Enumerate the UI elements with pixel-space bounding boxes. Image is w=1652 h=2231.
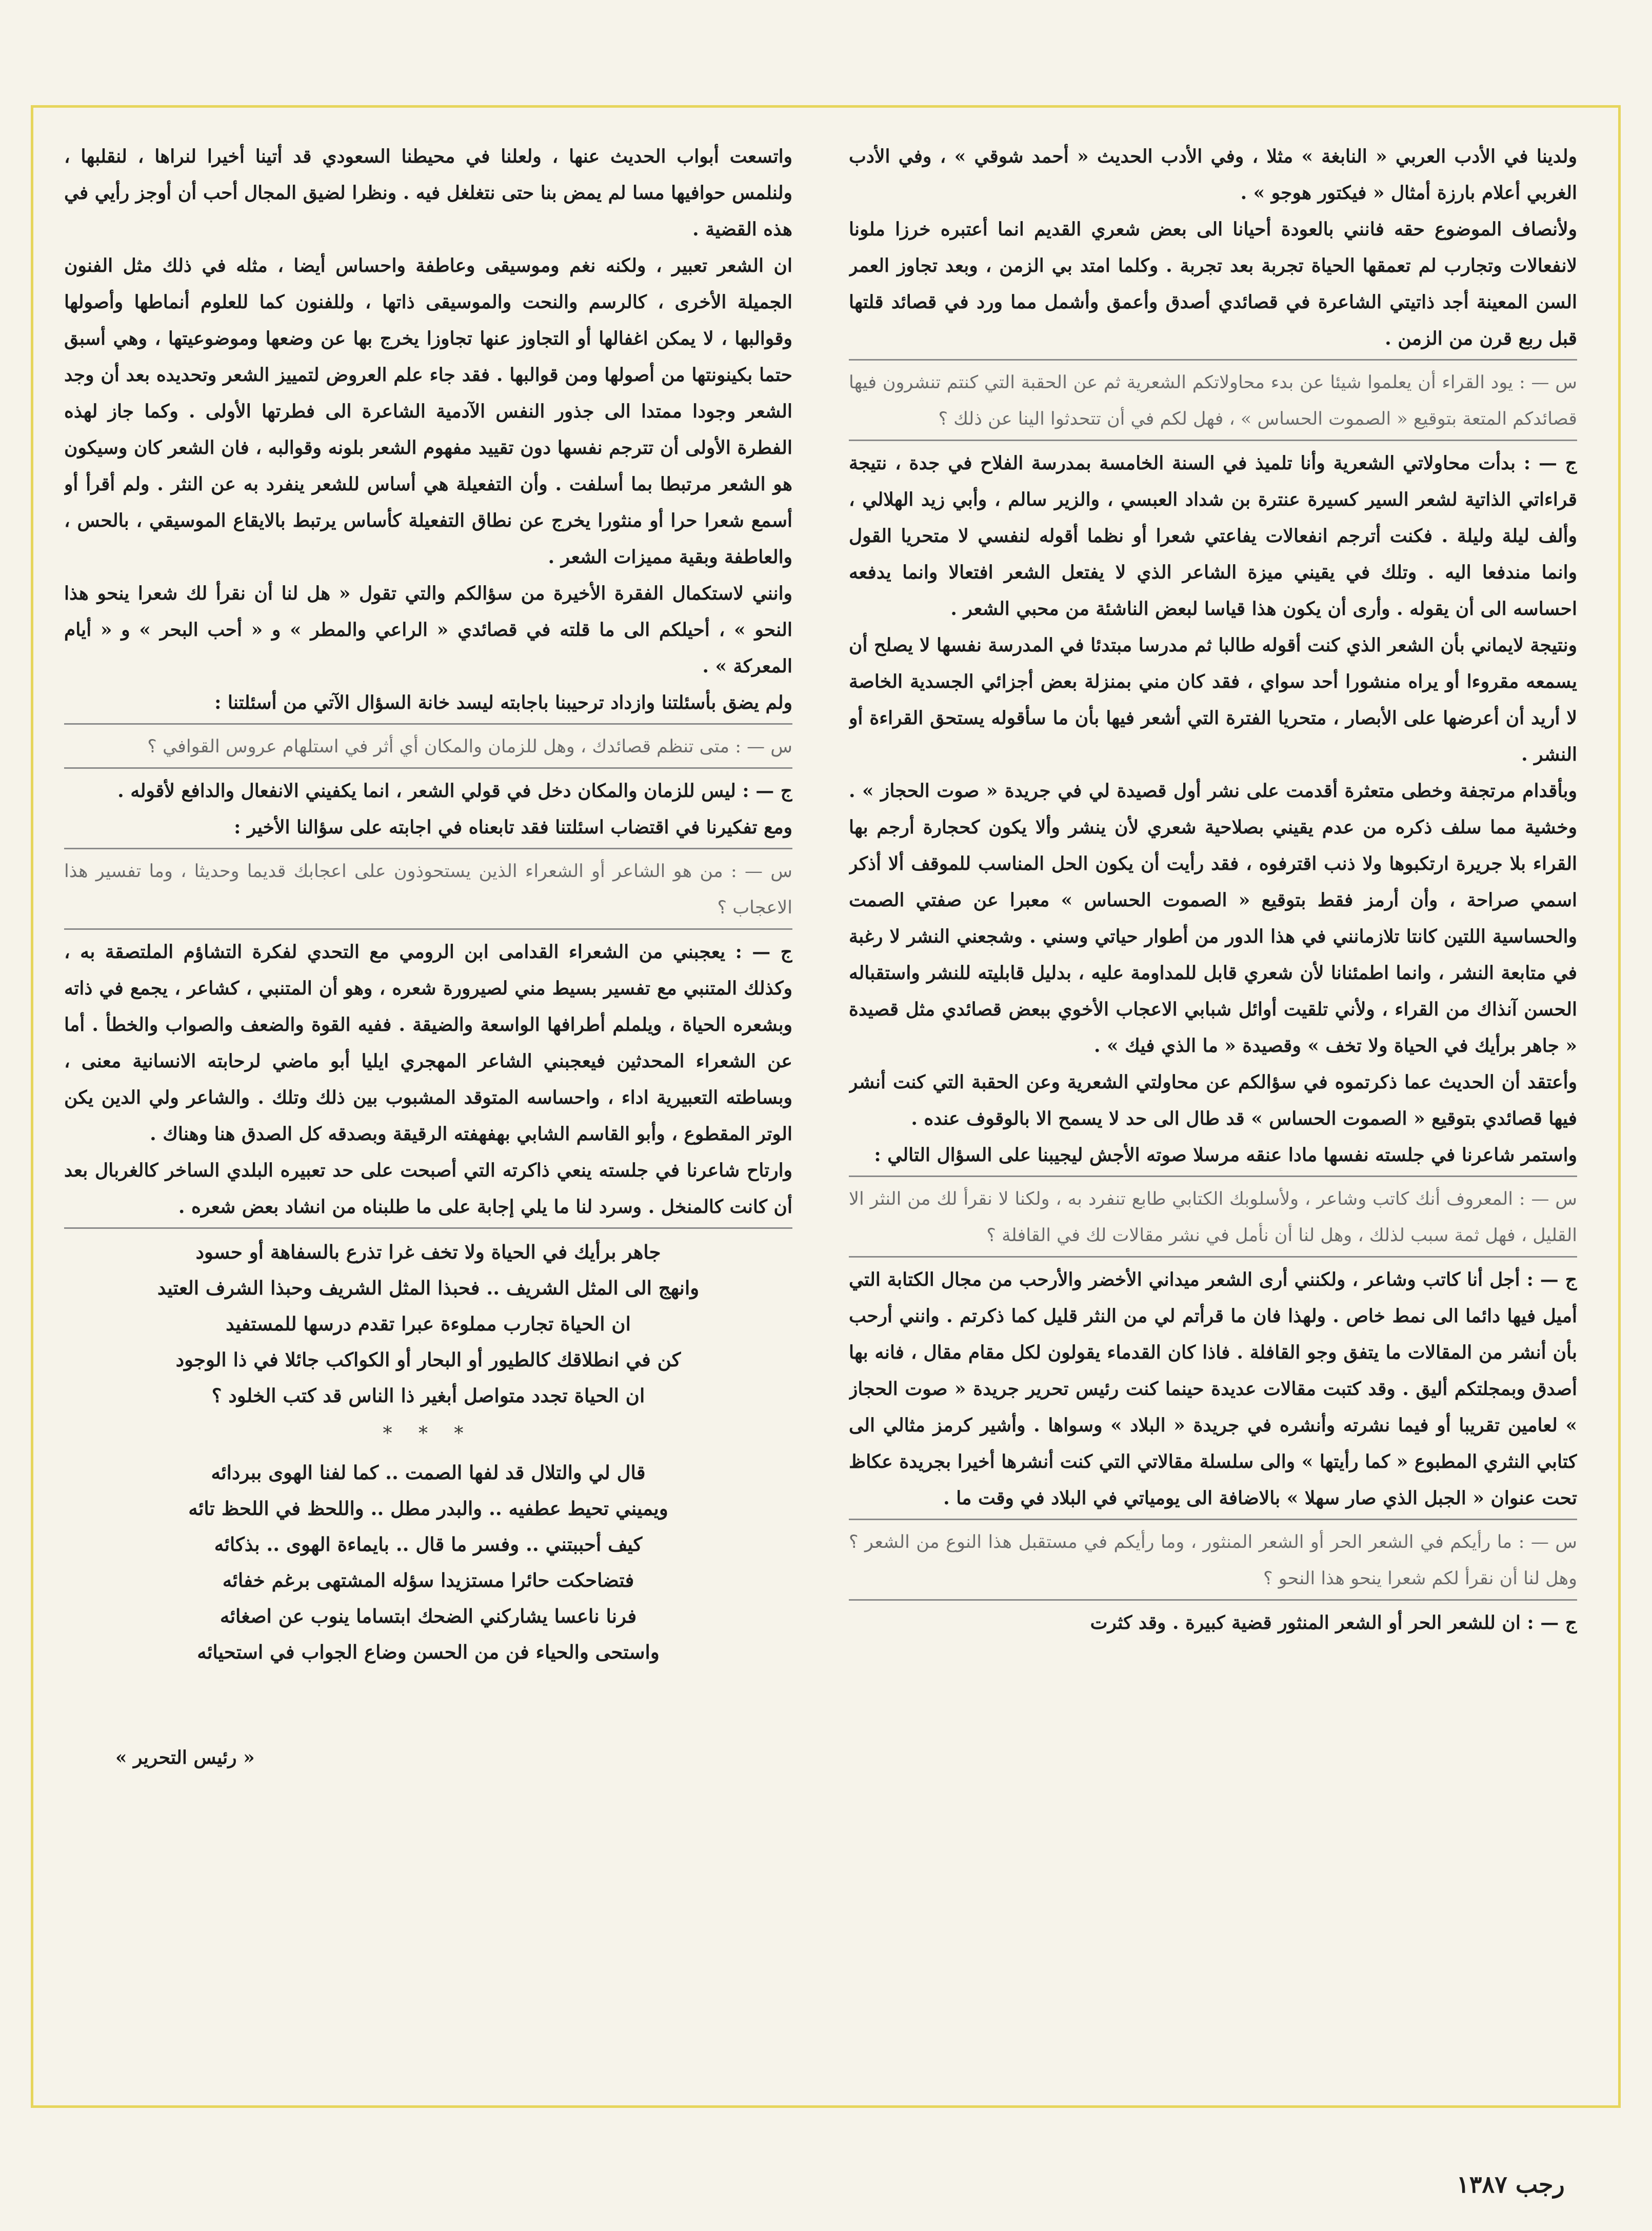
paragraph: ونتيجة لايماني بأن الشعر الذي كنت أقوله طالبا ثم مدرسا مبتدئا في المدرسة نفسها لا يصلح أن يسمعه مقروءا أو يراه منشورا أحد سواي ، فقد كان مني بمنزلة بعض أجزائي الجسدية الخاصة لا أريد أن أعرضها على الأبصار ، متحريا الفترة التي أشعر فيها بأن ما سأقوله يستحق القراءة أو النشر . <box>849 634 1577 765</box>
answer: ج — : ليس للزمان والمكان دخل في قولي الشعر ، انما يكفيني الانفعال والدافع لأقوله . <box>117 780 792 802</box>
poem-line: قال لي والتلال قد لفها الصمت .. كما لفنا الهوى ببردائه <box>211 1461 646 1484</box>
question: س — : متى تنظم قصائدك ، وهل للزمان والمكان أي أثر في استلهام عروس القوافي ؟ <box>147 736 792 757</box>
divider <box>64 928 792 930</box>
poem-line: ويميني تحيط عطفيه .. والبدر مطل .. واللحظ في اللحظ تائه <box>188 1497 668 1520</box>
paragraph: ومع تفكيرنا في اقتضاب اسئلتنا فقد تابعناه في اجابته على سؤالنا الأخير : <box>234 816 792 838</box>
poem-line: ان الحياة تجارب مملوءة عبرا تقدم درسها للمستفيد <box>226 1312 631 1335</box>
paragraph: ولدينا في الأدب العربي « النابغة » مثلا ، وفي الأدب الحديث « أحمد شوقي » ، وفي الأدب الغربي أعلام بارزة أمثال « فيكتور هوجو » . <box>849 146 1577 204</box>
poem-line: جاهر برأيك في الحياة ولا تخف غرا تذرع بالسفاهة أو حسود <box>195 1241 661 1263</box>
paragraph: ولم يضق بأسئلتنا وازداد ترحيبنا باجابته ليسد خانة السؤال الآتي من أسئلتنا : <box>214 692 792 713</box>
poem-qal-li <box>64 1455 792 1670</box>
question: س — : يود القراء أن يعلموا شيئا عن بدء محاولاتكم الشعرية ثم عن الحقبة التي كنتم تنشرون فيها قصائدكم المتعة بتوقيع « الصموت الحساس » ، فهل لكم في أن تتحدثوا الينا عن ذلك ؟ <box>849 372 1577 429</box>
left-column <box>64 138 792 2077</box>
divider <box>849 359 1577 361</box>
paragraph: وبأقدام مرتجفة وخطى متعثرة أقدمت على نشر أول قصيدة لي في جريدة « صوت الحجاز » . وخشية مما سلف ذكره من عدم يقيني بصلاحية شعري لأن ينشر وألا يكون كحجارة أرجم بها القراء بلا جريرة ارتكبوها ولا ذنب اقترفوه ، فقد رأيت أن يكون الحل المناسب للموقف ألا أذكر اسمي صراحة ، وأن أرمز فقط بتوقيع « الصموت الحساس » معبرا عن صفتي الصمت والحساسية اللتين كانتا تلازمانني في هذا الدور من أطوار حياتي وسني . وشجعني النشر لا رغبة في متابعة النشر ، وانما اطمئنانا لأن شعري قابل للمداومة عليه ، بدليل قابليته للنشر واستقباله الحسن آنذاك من القراء ، ولأني تلقيت أوائل شبابي الاعجاب الأخوي ببعض قصائدي مثل قصيدة « جاهر برأيك في الحياة ولا تخف » وقصيدة « ما الذي فيك » . <box>849 780 1577 1057</box>
editor-signature: « رئيس التحرير » <box>115 1747 255 1768</box>
answer: ج — : يعجبني من الشعراء القدامى ابن الرومي مع التحدي لفكرة التشاؤم الملتصقة به ، وكذلك المتنبي مع تفسير بسيط مني لصيرورة شعره ، وهو أن المتنبي ، كشاعر ، يجمع في ذاته وبشعره الحياة ، ويلملم أطرافها الواسعة والضيقة . ففيه القوة والضعف والصواب والخطأ . أما عن الشعراء المحدثين فيعجبني الشاعر المهجري ايليا أبو ماضي لرحابته الانسانية معنى ، وبساطته التعبيرية اداء ، واحساسه المتوقد المشبوب بين ذلك وتلك . والشاعر ولي الدين يكن الوتر المقطوع ، وأبو القاسم الشابي بهفهفته الرقيقة وبصدقه كل الصدق هنا وهناك . <box>64 941 792 1145</box>
poem-line: ان الحياة تجدد متواصل أبغير ذا الناس قد كتب الخلود ؟ <box>211 1384 645 1407</box>
paragraph: واستمر شاعرنا في جلسته نفسها مادا عنقه مرسلا صوته الأجش ليجيبنا على السؤال التالي : <box>874 1144 1577 1166</box>
paragraph: واتسعت أبواب الحديث عنها ، ولعلنا في محيطنا السعودي قد أتينا أخيرا لنراها ، لنقلبها ، ولنلمس حوافيها مسا لم يمض بنا حتى نتغلغل فيه . ونظرا لضيق المجال أحب أن أوجز رأيي في هذه القضية . <box>64 146 792 240</box>
poem-line: واستحى والحياء فن من الحسن وضاع الجواب في استحيائه <box>197 1641 660 1663</box>
paragraph: وانني لاستكمال الفقرة الأخيرة من سؤالكم والتي تقول « هل لنا أن نقرأ لك شعرا ينحو هذا النحو » ، أحيلكم الى ما قلته في قصائدي « الراعي والمطر » و « أحب البحر » و « أيام المعركة » . <box>64 583 792 677</box>
divider <box>849 440 1577 441</box>
right-column <box>849 138 1577 2077</box>
question: س — : من هو الشاعر أو الشعراء الذين يستحوذون على اعجابك قديما وحديثا ، وما تفسير هذا الاعجاب ؟ <box>64 861 792 918</box>
divider <box>64 723 792 725</box>
answer: ج — : ان للشعر الحر أو الشعر المنثور قضية كبيرة . وقد كثرت <box>1090 1612 1577 1634</box>
divider <box>64 767 792 769</box>
answer: ج — : أجل أنا كاتب وشاعر ، ولكنني أرى الشعر ميداني الأخضر والأرحب من مجال الكتابة التي أميل فيها دائما الى نمط خاص . ولهذا فان ما قرأتم لي من النثر قليل كما ذكرتم . وانني أرحب بأن أنشر من المقالات ما يتفق وجو القافلة . فاذا كان القدماء يقولون لكل مقام مقال ، فانه بها أصدق وبمجلتكم أليق . وقد كتبت مقالات عديدة حينما كنت رئيس تحرير جريدة « صوت الحجاز » لعامين تقريبا أو فيما نشرته وأنشره في جريدة « البلاد » وسواها . وأشير كرمز مثالي الى كتابي النثري المطبوع « كما رأيتها » والى سلسلة مقالاتي التي كنت أنشرها أخيرا بجريدة عكاظ تحت عنوان « الجبل الذي صار سهلا » بالاضافة الى يومياتي في البلاد في وقت ما . <box>849 1269 1577 1509</box>
page-footer-date: رجب ١٣٨٧ <box>1457 2170 1565 2198</box>
section-stars: * * * <box>383 1423 474 1444</box>
paragraph: ولأنصاف الموضوع حقه فانني بالعودة أحيانا الى بعض شعري القديم انما أعتبره خرزا ملونا لانفعالات وتجارب لم تعمقها الحياة تجربة بعد تجربة . وكلما امتد بي الزمن ، وبعد تجاوز العمر السن المعينة أجد ذاتيتي الشاعرة في قصائدي أصدق وأعمق وأشمل مما ورد في قصائد قلتها قبل ربع قرن من الزمن . <box>849 218 1577 349</box>
poem-jahir <box>64 1234 792 1413</box>
poem-line: كيف أحببتني .. وفسر ما قال .. بايماءة الهوى .. بذكائه <box>214 1533 643 1556</box>
question: س — : المعروف أنك كاتب وشاعر ، ولأسلوبك الكتابي طابع تنفرد به ، ولكنا لا نقرأ لك من النثر الا القليل ، فهل ثمة سبب لذلك ، وهل لنا أن نأمل في نشر مقالات لك في القافلة ؟ <box>849 1189 1577 1246</box>
divider <box>849 1256 1577 1258</box>
divider <box>849 1599 1577 1601</box>
answer: ج — : بدأت محاولاتي الشعرية وأنا تلميذ في السنة الخامسة بمدرسة الفلاح في جدة ، نتيجة قراءاتي الذاتية لشعر السير كسيرة عنترة بن شداد العبسي ، والزير سالم ، وأبي زيد الهلالي ، وألف ليلة وليلة . فكنت أترجم انفعالات يفاعتي شعرا أو نظما أقوله لنفسي لا متحريا القول وانما مندفعا اليه . وتلك في يقيني ميزة الشاعر الذي لا يفتعل الشعر افتعالا وانما يدفعه احساسه الى أن يقوله . وأرى أن يكون هذا قياسا لبعض الناشئة من محبي الشعر . <box>849 452 1577 620</box>
poem-line: فرنا ناعسا يشاركني الضحك ابتساما ينوب عن اصغائه <box>220 1605 637 1627</box>
question: س — : ما رأيكم في الشعر الحر أو الشعر المنثور ، وما رأيكم في مستقبل هذا النوع من الشعر ؟ وهل لنا أن نقرأ لكم شعرا ينحو هذا النحو ؟ <box>849 1532 1577 1589</box>
divider <box>64 848 792 849</box>
divider <box>849 1176 1577 1177</box>
paragraph: ان الشعر تعبير ، ولكنه نغم وموسيقى وعاطفة واحساس أيضا ، مثله في ذلك مثل الفنون الجميلة الأخرى ، كالرسم والنحت والموسيقى ذاتها ، وللفنون كما للعلوم أنماطها وأصولها وقوالبها ، لا يمكن اغفالها أو التجاوز عنها تجاوزا يخرج بها عن وضعها وموضوعيتها ، وهي أسبق حتما بكينونتها من أصولها ومن قوالبها . فقد جاء علم العروض لتمييز الشعر وتحديده بعد أن وجد الشعر وجودا ممتدا الى جذور النفس الآدمية الشاعرة الى فطرتها الأولى . وكما جاز لهذه الفطرة الأولى أن تترجم نفسها دون تقييد مفهوم الشعر بلونه وقوالبه ، فان الشعر كان وسيكون هو الشعر مرتبطا بما أسلفت . وأن التفعيلة هي أساس للشعر ينفرد به عن النثر . ولم أقرأ أو أسمع شعرا حرا أو منثورا يخرج عن نطاق التفعيلة كأساس يرتبط بالايقاع الموسيقي ، بالحس ، والعاطفة وبقية مميزات الشعر . <box>64 255 792 568</box>
poem-line: كن في انطلاقك كالطيور أو البحار أو الكواكب جائلا في ذا الوجود <box>175 1348 681 1371</box>
divider <box>64 1227 792 1229</box>
poem-line: وانهج الى المثل الشريف .. فحبذا المثل الشريف وحبذا الشرف العتيد <box>157 1277 700 1299</box>
poem-line: فتضاحكت حائرا مستزيدا سؤله المشتهى برغم خفائه <box>222 1569 634 1591</box>
paragraph: وارتاح شاعرنا في جلسته ينعي ذاكرته التي أصبحت على حد تعبيره البلدي الساخر كالغربال بعد أن كانت كالمنخل . وسرد لنا ما يلي إجابة على ما طلبناه من انشاد بعض شعره . <box>64 1160 792 1218</box>
divider <box>849 1519 1577 1520</box>
paragraph: وأعتقد أن الحديث عما ذكرتموه في سؤالكم عن محاولتي الشعرية وعن الحقبة التي كنت أنشر فيها قصائدي بتوقيع « الصموت الحساس » قد طال الى حد لا يسمح الا بالوقوف عنده . <box>849 1071 1577 1129</box>
